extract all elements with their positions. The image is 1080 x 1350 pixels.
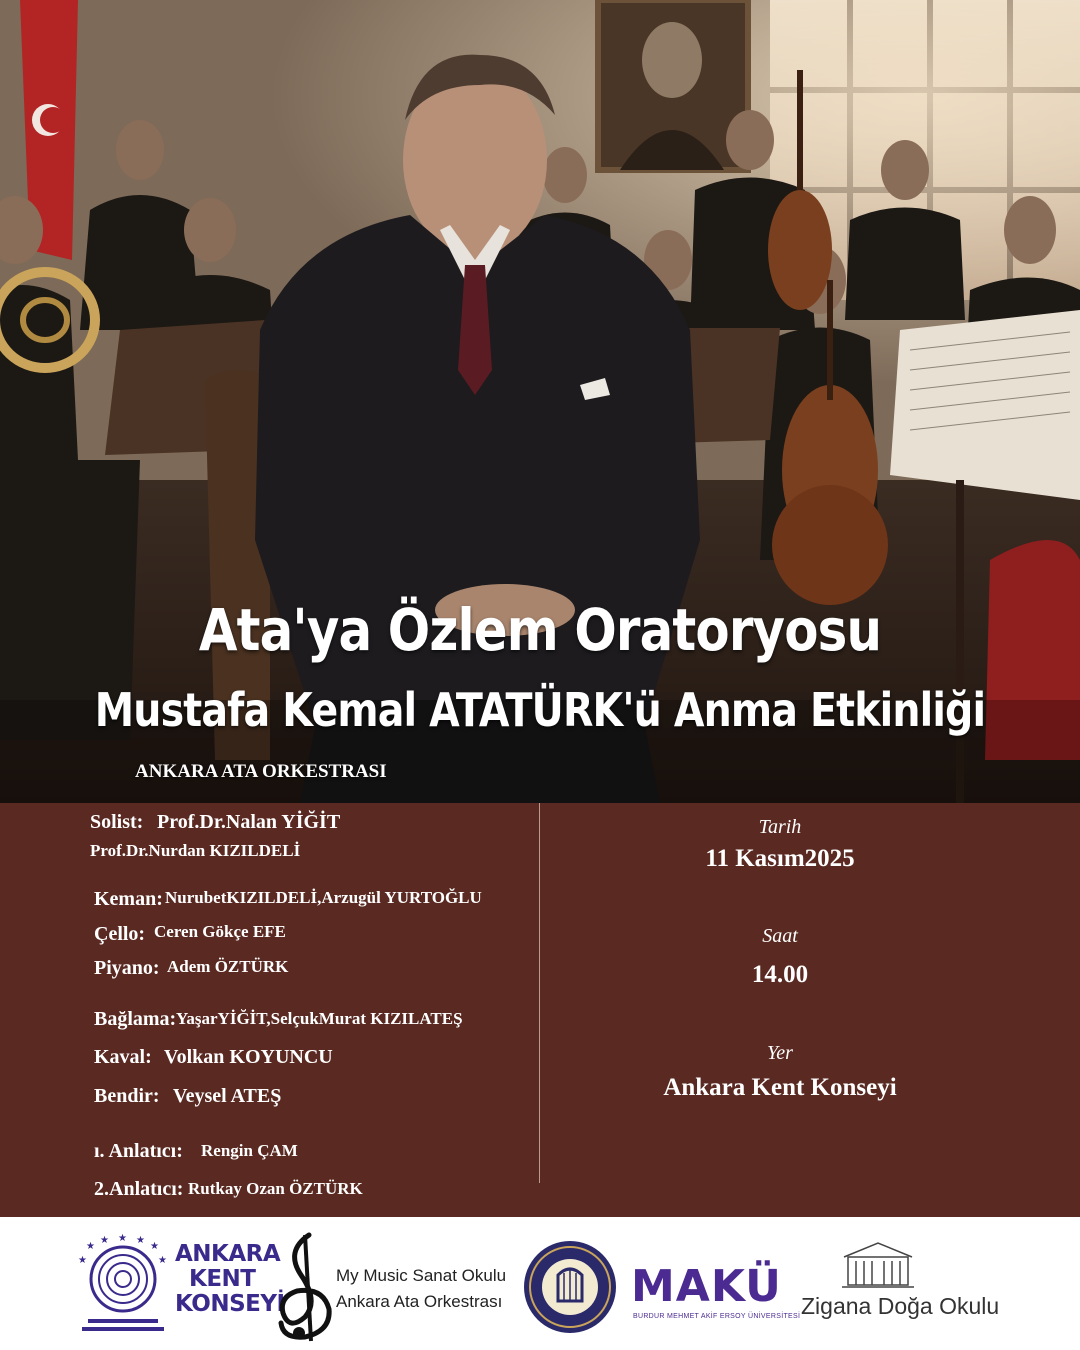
- ankara-kent-konseyi-logo: [175, 1242, 285, 1317]
- cello-value: Ceren Gökçe EFE: [154, 922, 286, 941]
- cello-label: Çello:: [94, 923, 146, 945]
- bendir-label: Bendir:: [94, 1085, 160, 1107]
- akk-line2: KENT: [189, 1266, 256, 1292]
- kaval-label: Kaval:: [94, 1046, 152, 1068]
- time-value: 14.00: [751, 961, 809, 988]
- svg-text:★: ★: [150, 1241, 159, 1252]
- maku-logo: MAKÜ: [631, 1261, 782, 1312]
- info-panel: [0, 803, 1080, 1217]
- ankara-kent-konseyi-emblem-icon: [78, 1233, 168, 1335]
- treble-clef-icon: [275, 1231, 337, 1343]
- place-value: Ankara Kent Konseyi: [663, 1074, 897, 1101]
- anlatici1-label: ı. Anlatıcı:: [94, 1140, 183, 1162]
- my-music-logo: [336, 1263, 506, 1315]
- keman-label: Keman:: [94, 888, 163, 910]
- maku-subtitle: BURDUR MEHMET AKİF ERSOY ÜNİVERSİTESİ: [633, 1313, 801, 1320]
- bendir-value: Veysel ATEŞ: [173, 1085, 282, 1107]
- zigana-logo: Zigana Doğa Okulu: [801, 1293, 1000, 1319]
- keman-value: NurubetKIZILDELİ,Arzugül YURTOĞLU: [165, 888, 482, 907]
- baglama-label: Bağlama:: [94, 1008, 177, 1030]
- mymusic-line2: Ankara Ata Orkestrası: [336, 1292, 503, 1311]
- event-title: Ata'ya Özlem Oratoryosu: [198, 596, 882, 664]
- svg-text:★: ★: [86, 1241, 95, 1252]
- svg-text:★: ★: [78, 1255, 87, 1266]
- baglama-value: YaşarYİĞİT,SelçukMurat KIZILATEŞ: [176, 1009, 463, 1028]
- date-label: Tarih: [758, 816, 802, 838]
- anlatici1-value: Rengin ÇAM: [201, 1141, 298, 1160]
- solist-1: Prof.Dr.Nalan YİĞİT: [157, 811, 341, 833]
- svg-text:★: ★: [136, 1235, 145, 1246]
- solist-2: Prof.Dr.Nurdan KIZILDELİ: [90, 841, 301, 860]
- sponsor-logos: [0, 1217, 1080, 1350]
- event-subtitle: Mustafa Kemal ATATÜRK'ü Anma Etkinliği: [94, 683, 986, 737]
- date-value: 11 Kasım2025: [705, 845, 855, 872]
- time-label: Saat: [762, 925, 798, 947]
- piyano-label: Piyano:: [94, 957, 160, 979]
- anlatici2-label: 2.Anlatıcı:: [94, 1178, 184, 1200]
- mymusic-line1: My Music Sanat Okulu: [336, 1266, 507, 1285]
- svg-text:★: ★: [158, 1255, 167, 1266]
- akk-line1: ANKARA: [175, 1241, 281, 1267]
- conservatory-seal-icon: [522, 1239, 618, 1335]
- orchestra-name: ANKARA ATA ORKESTRASI: [135, 761, 387, 782]
- kaval-value: Volkan KOYUNCU: [164, 1046, 333, 1068]
- zigana-building-icon: [842, 1239, 914, 1289]
- piyano-value: Adem ÖZTÜRK: [167, 957, 289, 976]
- place-label: Yer: [767, 1042, 793, 1064]
- anlatici2-value: Rutkay Ozan ÖZTÜRK: [188, 1179, 363, 1198]
- akk-line3: KONSEYİ: [175, 1291, 285, 1317]
- svg-text:★: ★: [100, 1235, 109, 1246]
- solist-label: Solist:: [90, 811, 144, 833]
- svg-text:★: ★: [118, 1233, 127, 1244]
